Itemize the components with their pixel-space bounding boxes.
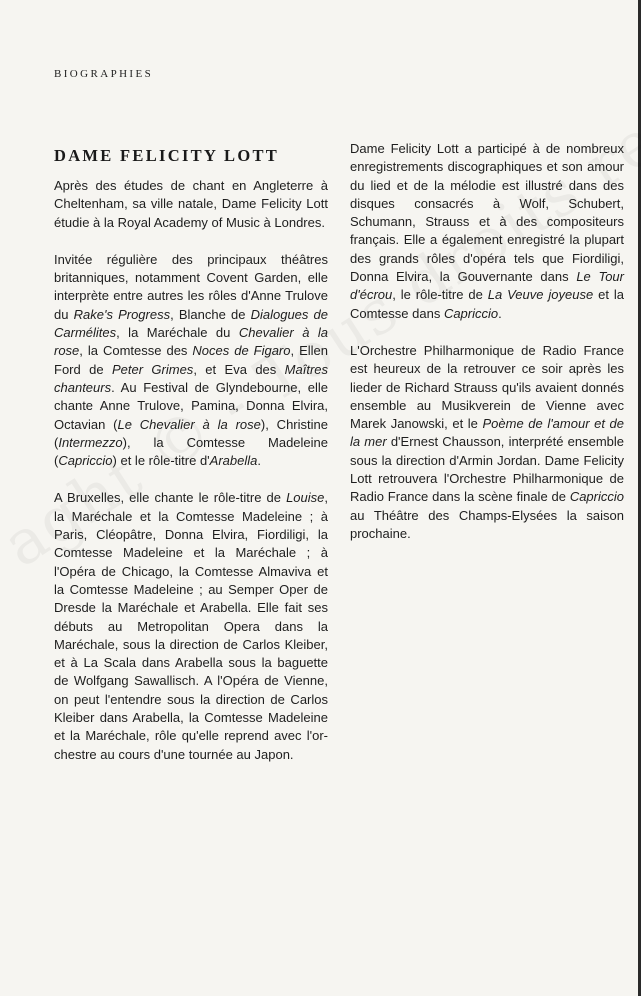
paragraph: Après des études de chant en Angleterre à Cheltenham, sa ville natale, Dame Felicity Lott étudie à la Royal Academy of Music à Londres. bbox=[54, 178, 328, 230]
italic-title: Peter Grimes bbox=[111, 361, 194, 377]
italic-title: Le Tour d'écrou bbox=[350, 269, 624, 303]
italic-title: Capriccio bbox=[569, 489, 624, 505]
italic-title: Poème de l'amour et de la mer bbox=[350, 416, 624, 450]
italic-title: Capriccio bbox=[443, 305, 499, 321]
italic-title: Chevalier à la rose bbox=[54, 325, 328, 359]
paragraph: Dame Felicity Lott a participé à de nombreux enregistrements discographiques et son amour du lied et de la mélodie est illustré dans des disques consacrés à Wolf, Schubert, Schumann, Strauss et à des compositeurs français. Elle a également enregistré la plupart des grands rôles d'opéra tels que Fiordiligi, Donna Elvira, la Gouvernante dans Le Tour d'écrou, le rôle-titre de La Veuve joyeuse et la Comtesse dans Capriccio. bbox=[350, 141, 624, 321]
italic-title: Capriccio bbox=[58, 453, 113, 469]
italic-title: Louise bbox=[286, 490, 325, 506]
italic-title: Rake's Progress bbox=[73, 306, 171, 322]
italic-title: Arabella bbox=[209, 453, 258, 469]
page-title: DAME FELICITY LOTT bbox=[54, 146, 280, 165]
italic-title: Noces de Figaro bbox=[192, 343, 291, 359]
left-column bbox=[54, 177, 328, 783]
right-column bbox=[350, 140, 624, 562]
paragraph: L'Orchestre Philharmonique de Radio France est heureux de la retrouver ce soir après les lieder de Richard Strauss qu'ils avaient donnés ensemble au Musikverein de Vienne avec Marek Janowski, et le Poème de l'amour et de la mer d'Ernest Chausson, interprété ensemble sous la direction d'Armin Jordan. Dame Felicity Lott retrouvera l'Orchestre Philharmonique de Radio France dans la scène finale de Capriccio au Théâtre des Champs-Elysées la saison prochaine. bbox=[350, 342, 625, 541]
italic-title: Intermezzo bbox=[58, 434, 123, 450]
paragraph: Invitée régulière des principaux théâtres britanniques, notamment Covent Garden, elle interprète entre autres les rôles d'Anne Trulove du Rake's Progress, Blanche de Dialogues de Carmélites, la Maréchale du Chevalier à la rose, la Comtesse des Noces de Figaro, Ellen Ford de Peter Grimes, et Eva des Maîtres chanteurs. Au Festival de Glyndebourne, elle chante Anne Trulove, Pamina, Donna Elvira, Octavian (Le Chevalier à la rose), Christine (Intermezzo), la Comtesse Madeleine (Capriccio) et le rôle-titre d'Arabella. bbox=[54, 251, 329, 469]
italic-title: Dialogues de Carmélites bbox=[54, 306, 329, 341]
italic-title: La Veuve joyeuse bbox=[487, 287, 594, 303]
italic-title: Le Chevalier à la rose bbox=[117, 416, 261, 432]
italic-title: Maîtres chanteurs bbox=[54, 361, 328, 395]
section-label: BIOGRAPHIES bbox=[54, 68, 154, 80]
paragraph: A Bruxelles, elle chante le rôle-titre de Louise, la Maréchale et la Comtesse Madeleine ; à Paris, Cléopâtre, Donna Elvira, Fiordiligi, la Comtesse Madeleine et la Maréchale ; à l'Opéra de Chicago, la Comtesse Almaviva et la Comtesse Madeleine ; au Semper Oper de Dresde la Maréchale et Arabella. Elle fait ses débuts au Metropolitan Opera dans la Maréchale, sous la direction de Carlos Kleiber, et à La Scala dans Arabella sous la baguette de Wolfgang Sawallisch. A l'Opéra de Vienne, on peut l'entendre sous la direction de Carlos Kleiber dans Arabella, la Comtesse Madeleine et la Maréchale, rôle qu'elle reprend avec l'orchestre au cours d'une tournée au Japon. bbox=[54, 490, 328, 762]
